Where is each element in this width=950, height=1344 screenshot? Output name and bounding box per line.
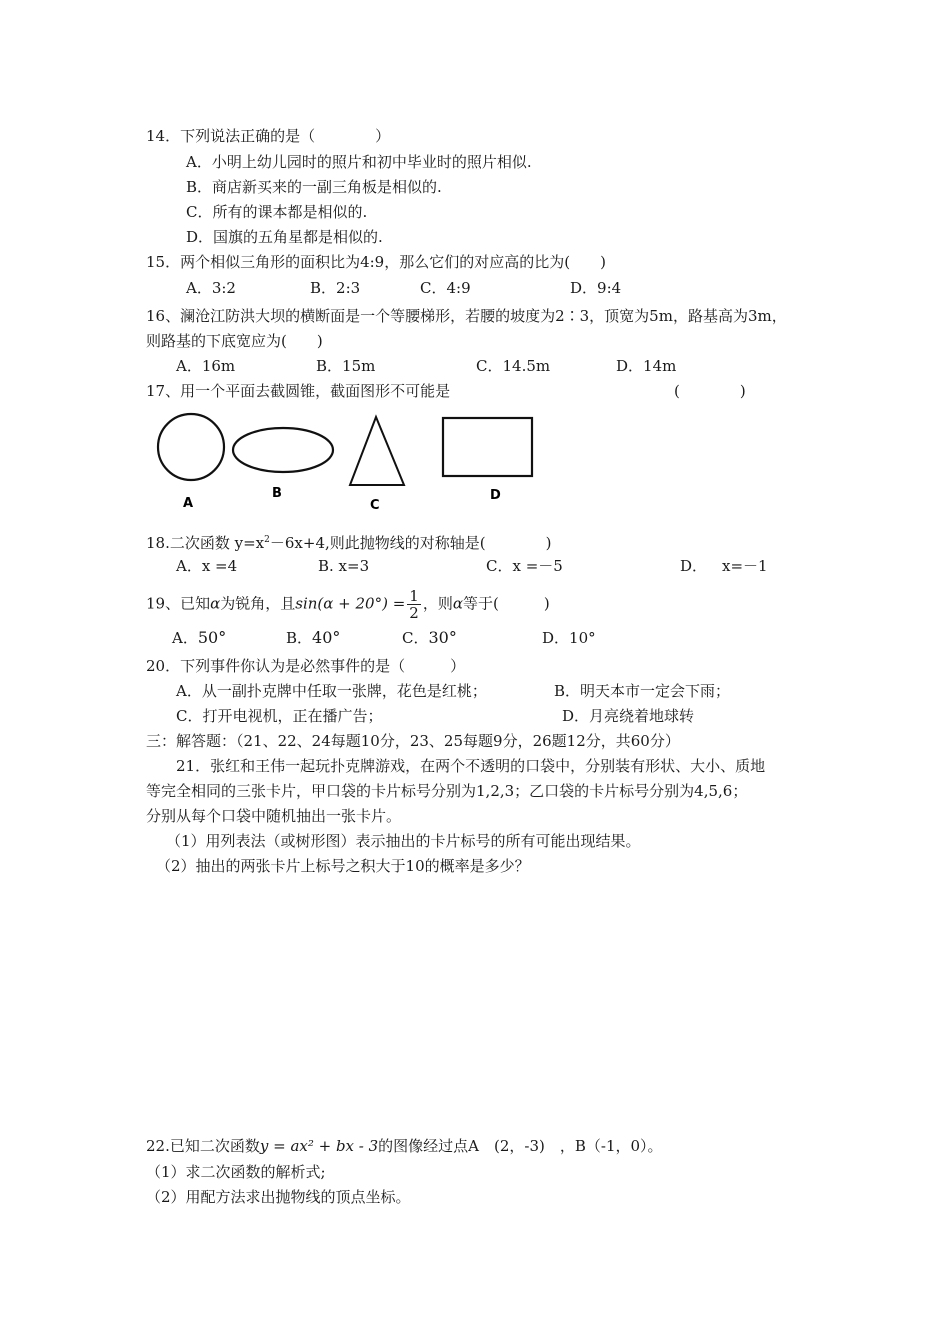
q19-sin-expression: sin(α + 20°) = bbox=[295, 594, 406, 613]
q18-stem bbox=[146, 530, 551, 553]
q18-stem-post: －6x+4,则此抛物线的对称轴是( ) bbox=[269, 534, 552, 552]
q19-option-c-value: 30° bbox=[428, 628, 457, 647]
q19-option-a bbox=[172, 628, 226, 648]
q22-post: 的图像经过点A (2，-3) ，B（-1，0）。 bbox=[378, 1137, 663, 1155]
q19-option-b-value: 40° bbox=[312, 628, 341, 647]
q20-option-a: A．从一副扑克牌中任取一张牌，花色是红桃； bbox=[176, 682, 487, 700]
q19-stem bbox=[146, 588, 550, 621]
q17-figures bbox=[140, 405, 560, 515]
q19-option-b bbox=[286, 628, 340, 648]
q22-stem bbox=[146, 1136, 663, 1156]
q18-option-d-value: x=－1 bbox=[722, 557, 768, 575]
q19-mid: 为锐角，且 bbox=[220, 594, 296, 613]
q16-option-a: A．16m bbox=[176, 357, 236, 375]
fraction-numerator: 1 bbox=[409, 587, 419, 605]
q19-option-a-value: 50° bbox=[197, 628, 227, 647]
q19-post2: 等于( ) bbox=[462, 594, 550, 613]
q15-option-d: D．9:4 bbox=[570, 279, 622, 297]
q19-option-a-label: A． bbox=[172, 629, 198, 647]
q19-option-c bbox=[402, 628, 457, 648]
q20-stem: 20．下列事件你认为是必然事件的是（ ） bbox=[146, 657, 466, 675]
q20-option-b: B．明天本市一定会下雨； bbox=[554, 682, 731, 700]
q18-exponent: 2 bbox=[264, 535, 270, 545]
q22-formula: y = ax² + bx - 3 bbox=[259, 1137, 379, 1155]
q17-answer-paren: ( ) bbox=[674, 382, 746, 400]
q19-option-c-label: C． bbox=[402, 629, 429, 647]
q16-line2: 则路基的下底宽应为( ) bbox=[146, 332, 323, 350]
q14-option-a: A．小明上幼儿园时的照片和初中毕业时的照片相似. bbox=[186, 153, 532, 171]
circle-figure bbox=[158, 414, 224, 480]
q15-stem: 15．两个相似三角形的面积比为4:9，那么它们的对应高的比为( ) bbox=[146, 253, 606, 271]
figure-label-c: C bbox=[370, 498, 380, 513]
q19-pre: 19、已知 bbox=[146, 594, 211, 613]
q15-option-a: A．3:2 bbox=[186, 279, 236, 297]
ellipse-figure bbox=[233, 428, 333, 472]
q20-option-d: D．月亮绕着地球转 bbox=[562, 707, 695, 725]
q14-option-d: D．国旗的五角星都是相似的. bbox=[186, 228, 383, 246]
q16-option-c: C．14.5m bbox=[476, 357, 551, 375]
q20-option-c: C．打开电视机，正在播广告； bbox=[176, 707, 383, 725]
figure-label-b: B bbox=[272, 486, 282, 501]
q21-part1: （1）用列表法（或树形图）表示抽出的卡片标号的所有可能出现结果。 bbox=[166, 832, 641, 850]
q21-line2: 等完全相同的三张卡片，甲口袋的卡片标号分别为1,2,3；乙口袋的卡片标号分别为4,5,6； bbox=[146, 782, 748, 800]
q16-option-b: B．15m bbox=[316, 357, 376, 375]
q18-option-d-label: D． bbox=[680, 557, 708, 575]
q22-part2: （2）用配方法求出抛物线的顶点坐标。 bbox=[146, 1188, 411, 1206]
figure-label-a: A bbox=[183, 496, 194, 511]
q14-option-b: B．商店新买来的一副三角板是相似的. bbox=[186, 178, 442, 196]
q18-option-a: A．x =4 bbox=[176, 557, 238, 575]
q15-option-b: B．2:3 bbox=[310, 279, 361, 297]
q14-option-c: C．所有的课本都是相似的. bbox=[186, 203, 368, 221]
q16-option-d: D．14m bbox=[616, 357, 677, 375]
q14-stem: 14．下列说法正确的是（ ） bbox=[146, 127, 391, 145]
q18-option-c: C．x =－5 bbox=[486, 557, 563, 575]
q16-line1: 16、澜沧江防洪大坝的横断面是一个等腰梯形，若腰的坡度为2∶3，顶宽为5m，路基高为3m， bbox=[146, 307, 787, 325]
rectangle-figure bbox=[443, 418, 532, 476]
q22-pre: 22.已知二次函数 bbox=[146, 1137, 260, 1155]
q19-option-b-label: B． bbox=[286, 629, 313, 647]
fraction-denominator: 2 bbox=[409, 604, 419, 622]
q21-part2: （2）抽出的两张卡片上标号之积大于10的概率是多少？ bbox=[156, 857, 530, 875]
figure-label-d: D bbox=[490, 488, 501, 503]
q18-stem-pre: 18.二次函数 y=x bbox=[146, 534, 265, 552]
q19-alpha: α bbox=[210, 594, 221, 613]
q19-post: ，则 bbox=[422, 594, 453, 613]
q15-option-c: C．4:9 bbox=[420, 279, 471, 297]
q17-stem: 17、用一个平面去截圆锥，截面图形不可能是 bbox=[146, 382, 451, 400]
q22-part1: （1）求二次函数的解析式; bbox=[146, 1163, 326, 1181]
q19-option-d: D．10° bbox=[542, 629, 596, 647]
q19-fraction bbox=[407, 588, 421, 621]
triangle-figure bbox=[350, 417, 404, 485]
q18-option-b: B. x=3 bbox=[318, 557, 370, 575]
section3-heading: 三：解答题：（21、22、24每题10分，23、25每题9分，26题12分，共60分） bbox=[146, 732, 680, 750]
q19-alpha-2: α bbox=[452, 594, 463, 613]
q21-line3: 分别从每个口袋中随机抽出一张卡片。 bbox=[146, 807, 402, 825]
q21-line1: 21．张红和王伟一起玩扑克牌游戏，在两个不透明的口袋中，分别装有形状、大小、质地 bbox=[176, 757, 766, 775]
